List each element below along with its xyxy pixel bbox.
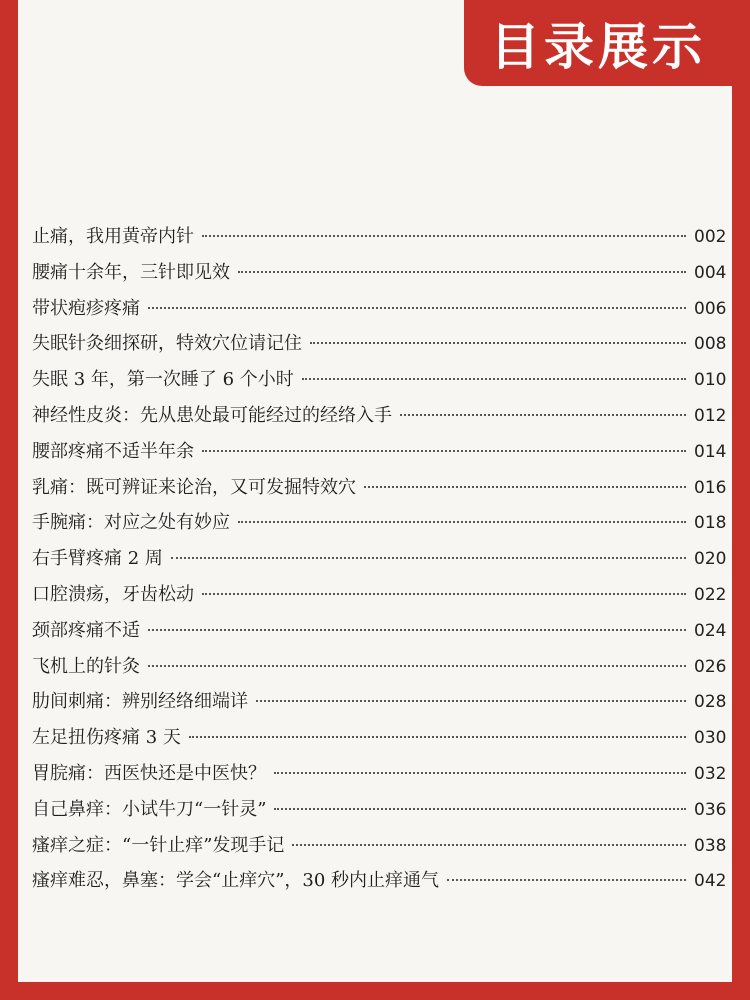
toc-title: 肋间刺痛：辨别经络细端详 — [32, 691, 248, 713]
toc-entry[interactable] — [32, 437, 727, 473]
toc-title: 口腔溃疡，牙齿松动 — [32, 583, 194, 605]
dot-leader — [364, 486, 686, 488]
toc-entry[interactable] — [32, 365, 727, 401]
page-frame — [18, 0, 732, 982]
dot-leader — [256, 700, 686, 702]
toc-title: 瘙痒之症：“一针止痒”发现手记 — [32, 834, 285, 856]
toc-entry[interactable] — [32, 473, 727, 509]
toc-page-number: 030 — [694, 728, 727, 749]
dot-leader — [274, 808, 686, 810]
toc-title: 自己鼻痒：小试牛刀“一针灵” — [32, 798, 267, 820]
toc-entry[interactable] — [32, 329, 727, 365]
toc-page-number: 018 — [694, 513, 727, 534]
dot-leader — [400, 414, 686, 416]
dot-leader — [238, 521, 686, 523]
dot-leader — [148, 629, 686, 631]
dot-leader — [292, 844, 686, 846]
dot-leader — [302, 378, 686, 380]
toc-page-number: 036 — [694, 799, 727, 820]
toc-page-number: 038 — [694, 835, 727, 856]
toc-page-number: 028 — [694, 692, 727, 713]
toc-page-number: 016 — [694, 477, 727, 498]
toc-title: 腰部疼痛不适半年余 — [32, 440, 194, 462]
dot-leader — [238, 271, 686, 273]
table-of-contents — [32, 222, 727, 902]
toc-page-number: 042 — [694, 871, 727, 892]
toc-entry[interactable] — [32, 544, 727, 580]
toc-page-number: 022 — [694, 584, 727, 605]
toc-page-number: 020 — [694, 549, 727, 570]
toc-entry[interactable] — [32, 508, 727, 544]
toc-title: 右手臂疼痛 2 周 — [32, 548, 163, 570]
dot-leader — [202, 450, 686, 452]
toc-entry[interactable] — [32, 831, 727, 867]
dot-leader — [447, 879, 686, 881]
dot-leader — [310, 342, 686, 344]
toc-entry[interactable] — [32, 580, 727, 616]
toc-page-number: 032 — [694, 763, 727, 784]
toc-title: 乳痛：既可辨证来论治，又可发掘特效穴 — [32, 476, 356, 498]
toc-title: 胃脘痛：西医快还是中医快？ — [32, 762, 266, 784]
toc-entry[interactable] — [32, 759, 727, 795]
toc-title: 手腕痛：对应之处有妙应 — [32, 512, 230, 534]
toc-entry[interactable] — [32, 866, 727, 902]
toc-page-number: 012 — [694, 405, 727, 426]
toc-page-number: 014 — [694, 441, 727, 462]
dot-leader — [148, 307, 686, 309]
toc-title: 瘙痒难忍，鼻塞：学会“止痒穴”，30 秒内止痒通气 — [32, 870, 440, 892]
toc-title: 失眠 3 年，第一次睡了 6 个小时 — [32, 369, 294, 391]
toc-title: 带状疱疹疼痛 — [32, 297, 140, 319]
toc-entry[interactable] — [32, 258, 727, 294]
toc-entry[interactable] — [32, 294, 727, 330]
toc-page-number: 004 — [694, 262, 727, 283]
toc-entry[interactable] — [32, 401, 727, 437]
toc-title: 止痛，我用黄帝内针 — [32, 226, 194, 247]
toc-title: 飞机上的针灸 — [32, 655, 140, 677]
dot-leader — [202, 235, 686, 237]
toc-title: 失眠针灸细探研，特效穴位请记住 — [32, 333, 302, 355]
toc-title: 颈部疼痛不适 — [32, 619, 140, 641]
catalog-badge: 目录展示 — [464, 0, 732, 86]
toc-page-number: 006 — [694, 298, 727, 319]
toc-entry[interactable] — [32, 687, 727, 723]
toc-title: 腰痛十余年，三针即见效 — [32, 261, 230, 283]
toc-page-number: 010 — [694, 370, 727, 391]
toc-entry[interactable] — [32, 222, 727, 258]
toc-entry[interactable] — [32, 616, 727, 652]
toc-entry[interactable] — [32, 723, 727, 759]
dot-leader — [274, 772, 686, 774]
toc-page-number: 002 — [694, 227, 727, 247]
dot-leader — [202, 593, 686, 595]
toc-page-number: 024 — [694, 620, 727, 641]
toc-page-number: 026 — [694, 656, 727, 677]
toc-entry[interactable] — [32, 652, 727, 688]
dot-leader — [171, 557, 686, 559]
toc-title: 神经性皮炎：先从患处最可能经过的经络入手 — [32, 404, 392, 426]
toc-title: 左足扭伤疼痛 3 天 — [32, 727, 181, 749]
dot-leader — [148, 665, 686, 667]
dot-leader — [189, 736, 686, 738]
toc-page-number: 008 — [694, 334, 727, 355]
toc-entry[interactable] — [32, 795, 727, 831]
